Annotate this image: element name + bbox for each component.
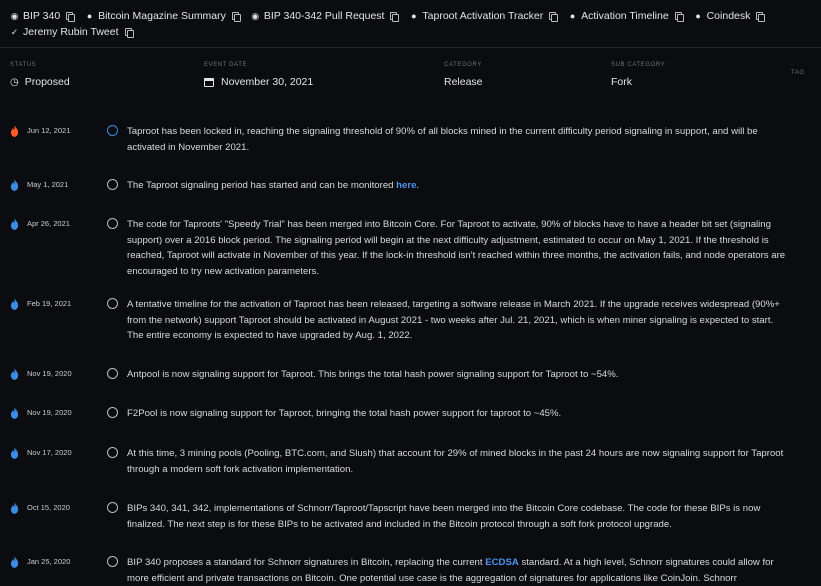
entry-text: BIP 340 proposes a standard for Schnorr signatures in Bitcoin, replacing the current ECDSA standard. At a high level, Schnorr signatures could allow for more efficient and private transactions on Bitcoin. One potential use case is the aggregation of signatures for applications like CoinJoin. Schnorr	[127, 557, 774, 584]
entry-date: Nov 19, 2020	[27, 369, 72, 378]
entry-text: A tentative timeline for the activation of Taproot has been released, targeting a software release in March 2021. If the upgrade receives widespread (90%+ from the network) support Taproot should be activated in August 2021 - two weeks after Jul. 21, 2021, which is when miner signaling is expected to start. The entire economy is expected to have upgraded by Aug. 1, 2022.	[127, 299, 780, 342]
entry-text: At this time, 3 mining pools (Pooling, BTC.com, and Slush) that account for 29% of mined blocks in the past 24 hours are now signaling support for Taproot through a modern soft fork activation implementation.	[127, 448, 784, 475]
entry-text: The code for Taproots' "Speedy Trial" has been merged into Bitcoin Core. For Taproot to activate, 90% of blocks have to have a header bit set (signaling support) over a 2016 block period. The signaling period will begin at the next difficulty adjustment, estimated to occur on May 1, 2021. If the threshold is reached, Taproot will activate in November of this year. If the lock-in threshold isn't reached within three months, the activation fails, and node operators are encouraged to try new activation parameters.	[127, 219, 786, 277]
event-meta	[0, 62, 821, 92]
tag-label: TAG	[791, 70, 805, 76]
bullet-icon: ●	[569, 11, 576, 21]
flame-icon	[10, 556, 19, 568]
bullet-icon: ●	[411, 11, 417, 21]
entry-date: May 1, 2021	[27, 180, 69, 189]
flame-icon	[10, 125, 19, 137]
flame-icon	[10, 407, 19, 419]
entry-date: Apr 26, 2021	[27, 219, 70, 228]
copy-icon[interactable]	[675, 12, 682, 21]
github-icon: ◉	[251, 11, 260, 21]
link-taproot-activation-tracker[interactable]: ● Taproot Activation Tracker	[408, 8, 556, 24]
entry-date: Jan 25, 2020	[27, 557, 71, 566]
copy-icon[interactable]	[232, 12, 239, 21]
status-value: Proposed	[24, 76, 70, 88]
entry-date: Nov 19, 2020	[27, 408, 72, 417]
timeline-node	[107, 218, 118, 229]
flame-icon	[10, 502, 19, 514]
timeline-node	[107, 368, 118, 379]
subcategory-field	[611, 62, 665, 88]
event-date-label: EVENT DATE	[204, 62, 248, 68]
flame-icon	[10, 179, 19, 191]
category-label: CATEGORY	[444, 62, 482, 68]
here-link[interactable]: here	[396, 180, 417, 191]
flame-icon	[10, 447, 19, 459]
copy-icon[interactable]	[549, 12, 556, 21]
github-icon: ◉	[10, 11, 19, 21]
timeline-node	[107, 407, 118, 418]
flame-icon	[10, 218, 19, 230]
entry-date: Nov 17, 2020	[27, 448, 72, 457]
event-date-field	[204, 62, 313, 88]
link-bitcoin-magazine-summary[interactable]: ● Bitcoin Magazine Summary	[84, 8, 239, 24]
status-field	[10, 62, 70, 88]
entry-text: Antpool is now signaling support for Taproot. This brings the total hash power signaling support for Taproot to ~54%.	[127, 369, 619, 380]
timeline-node	[107, 125, 118, 136]
subcategory-label: SUB CATEGORY	[611, 62, 666, 68]
entry-date: Feb 19, 2021	[27, 299, 72, 308]
entry-date: Oct 15, 2020	[27, 503, 70, 512]
entry-text: Taproot has been locked in, reaching the signaling threshold of 90% of all blocks mined in the current difficulty period signaling in support, and will be activated in November 2021.	[127, 126, 758, 153]
entry-text: The Taproot signaling period has started and can be monitored here.	[127, 180, 420, 191]
header-divider	[0, 47, 821, 48]
timeline-node	[107, 556, 118, 567]
flame-icon	[10, 298, 19, 310]
calendar-icon	[204, 78, 214, 87]
bullet-icon: ●	[695, 11, 701, 21]
entry-date: Jun 12, 2021	[27, 126, 71, 135]
timeline-node	[107, 502, 118, 513]
twitter-icon: ✓	[10, 27, 19, 37]
ecdsa-link[interactable]: ECDSA	[485, 557, 519, 568]
copy-icon[interactable]	[390, 12, 397, 21]
category-value: Release	[444, 76, 483, 88]
clock-icon: ◷	[10, 76, 19, 88]
bullet-icon: ●	[86, 11, 93, 21]
copy-icon[interactable]	[66, 12, 73, 21]
reference-links	[9, 8, 814, 40]
copy-icon[interactable]	[756, 12, 763, 21]
timeline-node	[107, 298, 118, 309]
flame-icon	[10, 368, 19, 380]
link-bip-340-342-pull-request[interactable]: ◉ BIP 340-342 Pull Request	[250, 8, 398, 24]
entry-text: F2Pool is now signaling support for Taproot, bringing the total hash power support for taproot to ~45%.	[127, 408, 562, 419]
tag-field	[791, 70, 805, 76]
link-coindesk[interactable]: ● Coindesk	[693, 8, 764, 24]
subcategory-value: Fork	[611, 76, 632, 88]
copy-icon[interactable]	[125, 28, 132, 37]
entry-text: BIPs 340, 341, 342, implementations of Schnorr/Taproot/Tapscript have been merged into the Bitcoin Core codebase. The code for these BIPs is now finalized. The next step is for these BIPs to be activated and included in the Bitcoin protocol through a soft fork protocol upgrade.	[127, 503, 761, 530]
timeline-node	[107, 447, 118, 458]
link-activation-timeline[interactable]: ● Activation Timeline	[567, 8, 682, 24]
timeline-node	[107, 179, 118, 190]
link-bip-340[interactable]: ◉ BIP 340	[9, 8, 73, 24]
status-label: STATUS	[10, 62, 37, 68]
category-field	[444, 62, 483, 88]
event-date-value: November 30, 2021	[221, 76, 314, 88]
link-jeremy-rubin-tweet[interactable]: ✓ Jeremy Rubin Tweet	[9, 24, 132, 40]
